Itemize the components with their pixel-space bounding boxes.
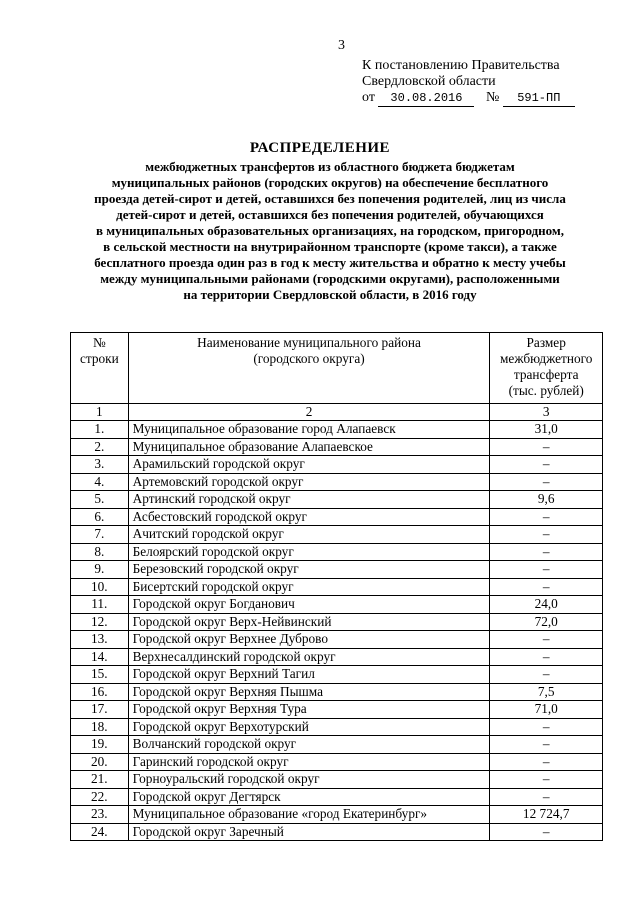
annex-date-line [362,90,575,107]
row-amount: – [490,736,603,754]
row-amount: 31,0 [490,421,603,439]
table-row [71,473,603,491]
row-number: 3. [71,456,129,474]
row-number: 10. [71,578,129,596]
row-amount: – [490,631,603,649]
row-number: 13. [71,631,129,649]
row-number: 6. [71,508,129,526]
row-number: 23. [71,806,129,824]
row-name: Горноуральский городской округ [128,771,490,789]
annex-date: 30.08.2016 [378,90,474,107]
row-name: Белоярский городской округ [128,543,490,561]
row-number: 17. [71,701,129,719]
table-row [71,788,603,806]
table-row [71,718,603,736]
annex-line-2: Свердловской области [362,74,496,89]
row-number: 4. [71,473,129,491]
row-number: 24. [71,823,129,841]
row-number: 22. [71,788,129,806]
table-row [71,701,603,719]
row-number: 12. [71,613,129,631]
row-name: Муниципальное образование Алапаевское [128,438,490,456]
row-amount: 7,5 [490,683,603,701]
row-name: Городской округ Верхнее Дуброво [128,631,490,649]
table-row [71,543,603,561]
row-amount: – [490,771,603,789]
table-row [71,578,603,596]
row-amount: 12 724,7 [490,806,603,824]
row-name: Городской округ Верхняя Тура [128,701,490,719]
document-title: РАСПРЕДЕЛЕНИЕ [249,140,391,156]
row-name: Волчанский городской округ [128,736,490,754]
table-row [71,771,603,789]
row-amount: – [490,666,603,684]
distribution-table [70,332,603,841]
table-row [71,631,603,649]
row-number: 16. [71,683,129,701]
header-amount [490,333,603,404]
row-name: Бисертский городской округ [128,578,490,596]
annex-number-label: № [485,90,500,105]
subtitle-line: проезда детей-сирот и детей, оставшихся без попечения родителей, лиц из числа [94,191,566,206]
table-row [71,736,603,754]
row-amount: 71,0 [490,701,603,719]
row-amount: – [490,788,603,806]
column-index: 1 [71,404,129,421]
table-row [71,491,603,509]
header-num-line: № [92,335,106,350]
subtitle-line: в сельской местности на внутрирайонном транспорте (кроме такси), а также [103,239,557,254]
header-amount-line: трансферта [513,367,579,382]
document-subtitle [70,159,590,303]
row-name: Березовский городской округ [128,561,490,579]
row-number: 19. [71,736,129,754]
header-num-line: строки [79,351,119,366]
row-name: Городской округ Верхотурский [128,718,490,736]
column-index-row [71,404,603,421]
table-row [71,596,603,614]
table-row [71,526,603,544]
row-number: 21. [71,771,129,789]
row-name: Арамильский городской округ [128,456,490,474]
table-body [71,421,603,841]
table-row [71,561,603,579]
row-name: Муниципальное образование «город Екатеринбург» [128,806,490,824]
row-amount: 72,0 [490,613,603,631]
header-name-line: (городского округа) [253,351,365,366]
table-row [71,666,603,684]
row-number: 20. [71,753,129,771]
table-row [71,753,603,771]
row-name: Артинский городской округ [128,491,490,509]
row-amount: – [490,438,603,456]
row-amount: – [490,718,603,736]
row-number: 8. [71,543,129,561]
row-number: 7. [71,526,129,544]
row-amount: 24,0 [490,596,603,614]
row-amount: – [490,561,603,579]
row-amount: – [490,456,603,474]
row-name: Городской округ Верх-Нейвинский [128,613,490,631]
table-row [71,613,603,631]
row-amount: – [490,543,603,561]
table-row [71,421,603,439]
annex-block [362,58,575,107]
row-name: Городской округ Верхняя Пышма [128,683,490,701]
row-number: 9. [71,561,129,579]
column-index: 2 [128,404,490,421]
row-amount: – [490,508,603,526]
table-row [71,438,603,456]
row-amount: – [490,823,603,841]
subtitle-line: муниципальных районов (городских округов) на обеспечение бесплатного [111,175,549,190]
row-number: 5. [71,491,129,509]
header-amount-line: (тыс. рублей) [508,383,584,398]
table-header-row [71,333,603,404]
annex-line-1: К постановлению Правительства [362,58,560,73]
table-row [71,806,603,824]
row-name: Гаринский городской округ [128,753,490,771]
subtitle-line: межбюджетных трансфертов из областного бюджета бюджетам [145,159,515,174]
row-amount: – [490,578,603,596]
subtitle-line: на территории Свердловской области, в 2016 году [183,287,477,302]
row-amount: – [490,473,603,491]
table-row [71,823,603,841]
page-number: 3 [338,38,345,53]
row-name: Городской округ Богданович [128,596,490,614]
row-amount: – [490,526,603,544]
annex-from-label: от [362,90,375,105]
table-row [71,683,603,701]
subtitle-line: между муниципальными районами (городскими округами), расположенными [100,271,560,286]
header-amount-line: межбюджетного [500,351,593,366]
row-name: Городской округ Дегтярск [128,788,490,806]
subtitle-line: бесплатного проезда один раз в год к месту жительства и обратно к месту учебы [94,255,566,270]
header-name-line: Наименование муниципального района [197,335,421,350]
table-row [71,648,603,666]
header-num [71,333,129,404]
row-name: Городской округ Верхний Тагил [128,666,490,684]
row-amount: – [490,753,603,771]
row-amount: – [490,648,603,666]
row-number: 11. [71,596,129,614]
row-number: 1. [71,421,129,439]
row-number: 2. [71,438,129,456]
subtitle-line: детей-сирот и детей, оставшихся без попечения родителей, обучающихся [116,207,544,222]
subtitle-line: в муниципальных образовательных организациях, на городском, пригородном, [95,223,565,238]
table-row [71,456,603,474]
row-name: Муниципальное образование город Алапаевск [128,421,490,439]
header-name [128,333,490,404]
row-number: 14. [71,648,129,666]
row-name: Верхнесалдинский городской округ [128,648,490,666]
row-number: 18. [71,718,129,736]
row-name: Городской округ Заречный [128,823,490,841]
row-name: Асбестовский городской округ [128,508,490,526]
header-amount-line: Размер [526,335,566,350]
column-index: 3 [490,404,603,421]
row-name: Ачитский городской округ [128,526,490,544]
annex-number: 591-ПП [503,90,575,107]
row-number: 15. [71,666,129,684]
row-amount: 9,6 [490,491,603,509]
row-name: Артемовский городской округ [128,473,490,491]
table-row [71,508,603,526]
